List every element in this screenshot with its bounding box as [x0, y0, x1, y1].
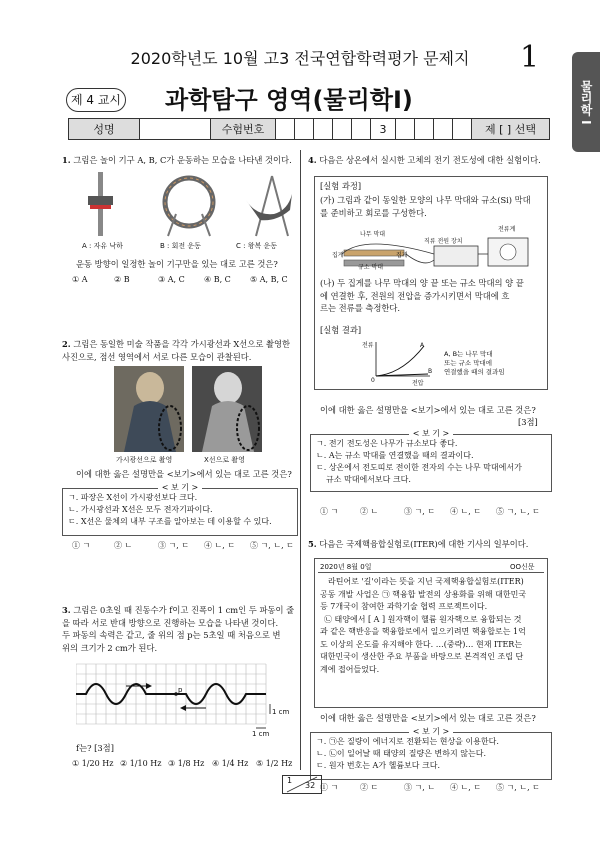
name-field[interactable]	[140, 119, 211, 139]
q4-choice[interactable]: ① ㄱ	[320, 507, 339, 516]
q3-question: f는? [3점]	[76, 743, 114, 753]
q3-point-p: p	[178, 686, 183, 694]
q1-stem: 1. 그림은 놀이 기구 A, B, C가 운동하는 모습을 나타낸 것이다.	[62, 155, 292, 165]
q5-bogi-item: ㄱ. ㉠은 질량이 에너지로 전환되는 현상을 이용한다.	[316, 737, 499, 746]
q3-scale-horizontal: 1 cm	[252, 730, 270, 738]
q2-choice[interactable]: ⑤ ㄱ, ㄴ, ㄷ	[250, 541, 294, 550]
q5-question: 이에 대한 옳은 설명만을 <보기>에서 있는 대로 고른 것은?	[320, 713, 536, 723]
q1-caption-c: C : 왕복 운동	[236, 242, 277, 250]
q3-wave-grid	[76, 660, 298, 740]
q1-choice[interactable]: ⑤ A, B, C	[250, 275, 288, 284]
q1-question: 운동 방향이 일정한 놀이 기구만을 있는 대로 고른 것은?	[76, 259, 278, 269]
q1-choice[interactable]: ③ A, C	[158, 275, 185, 284]
q5-stem: 5. 다음은 국제핵융합실험로(ITER)에 대한 기사의 일부이다.	[308, 539, 529, 549]
q3-choice[interactable]: ② 1/10 Hz	[120, 759, 162, 768]
q4-bogi-item: 규소 막대에서보다 크다.	[326, 475, 411, 484]
q2-bogi-item: ㄱ. 파장은 X선이 가시광선보다 크다.	[68, 493, 198, 502]
q4-process-ga: (가) 그림과 같이 동일한 모양의 나무 막대와 규소(Si) 막대 를 준비하고 회로를 구성한다.	[320, 195, 531, 218]
exam-digit-box[interactable]	[295, 119, 314, 139]
q2-artwork-photos	[114, 366, 264, 454]
q4-label-clip: 집게	[332, 252, 344, 259]
q5-article-date: 2020년 8월 0일	[320, 563, 372, 571]
q5-choice[interactable]: ③ ㄱ, ㄴ	[404, 783, 436, 792]
student-info-bar	[68, 118, 550, 140]
q1-choice[interactable]: ① A	[72, 275, 88, 284]
column-divider	[300, 150, 301, 770]
q4-stem: 4. 다음은 상온에서 실시한 고체의 전기 전도성에 대한 실험이다.	[308, 155, 541, 165]
q5-bogi-item: ㄷ. 원자 번호는 A가 헬륨보다 크다.	[316, 761, 441, 770]
q2-bogi-item: ㄴ. 가시광선과 X선은 모두 전자기파이다.	[68, 505, 213, 514]
q4-process-title: [실험 과정]	[320, 181, 362, 191]
q4-graph-curve-b: B	[428, 368, 433, 375]
exam-digit-box[interactable]	[276, 119, 295, 139]
q4-choice[interactable]: ② ㄴ	[360, 507, 379, 516]
q3-choice[interactable]: ④ 1/4 Hz	[212, 759, 249, 768]
period-badge: 제 4 교시	[66, 88, 126, 112]
q2-bogi-item: ㄷ. X선은 물체의 내부 구조를 알아보는 데 이용할 수 있다.	[68, 517, 272, 526]
subject-title: 과학탐구 영역(물리학Ⅰ)	[165, 86, 413, 114]
exam-number-label: 수험번호	[211, 119, 276, 139]
exam-digit-fixed: 3	[371, 119, 396, 139]
exam-digit-box[interactable]	[314, 119, 333, 139]
q2-caption-visible: 가시광선으로 촬영	[116, 456, 173, 464]
q4-label-wood: 나무 막대	[360, 231, 386, 238]
exam-digit-box[interactable]	[396, 119, 415, 139]
page-indicator	[282, 775, 322, 794]
q2-stem: 2. 그림은 동일한 미술 작품을 각각 가시광선과 X선으로 촬영한 사진으로, 점선 영역에서 서로 다른 모습이 관찰된다.	[62, 339, 291, 362]
q5-bogi-box: < 보 기 > ㄱ. ㉠은 질량이 에너지로 전환되는 현상을 이용한다. ㄴ. ㉡이 일어날 때 태양의 질량은 변하지 않는다. ㄷ. 원자 번호는 A가 헬륨보다 크다.	[310, 732, 552, 780]
q4-result-title: [실험 결과]	[320, 325, 362, 335]
page-current: 1	[287, 776, 293, 785]
q4-label-power: 직류 전원 장치	[424, 238, 463, 245]
q4-result-note: A, B는 나무 막대 또는 규소 막대에 연결했을 때의 결과임	[444, 350, 505, 376]
q2-choice[interactable]: ③ ㄱ, ㄷ	[158, 541, 190, 550]
q4-graph-curve-a: A	[420, 342, 425, 349]
q1-caption-a: A : 자유 낙하	[82, 242, 123, 250]
q3-scale-vertical: 1 cm	[272, 708, 290, 716]
q4-bogi-item: ㄱ. 전기 전도성은 나무가 규소보다 좋다.	[316, 439, 458, 448]
q5-choice[interactable]: ⑤ ㄱ, ㄴ, ㄷ	[496, 783, 540, 792]
q4-bogi-box: < 보 기 > ㄱ. 전기 전도성은 나무가 규소보다 좋다. ㄴ. A는 규소 막대를 연결했을 때의 결과이다. ㄷ. 상온에서 전도띠로 전이한 전자의 수는 나무 막대에서가 규소 막대에서보다 크다.	[310, 434, 552, 492]
choice-selection-label: 제 [ ] 선택	[472, 119, 549, 139]
exam-digit-box[interactable]	[352, 119, 371, 139]
q4-bogi-item: ㄷ. 상온에서 전도띠로 전이한 전자의 수는 나무 막대에서가	[316, 463, 522, 472]
exam-title: 2020학년도 10월 고3 전국연합학력평가 문제지	[130, 49, 470, 68]
q4-graph-xlabel: 전압	[412, 380, 424, 387]
q4-points: [3점]	[518, 417, 538, 427]
name-label: 성명	[69, 119, 140, 139]
q5-article-body: 라틴어로 '길'이라는 뜻을 지닌 국제핵융합실험로(ITER) 공동 개발 사업은 ㉠ 핵융합 발전의 상용화를 위해 대한민국 등 7개국이 참여한 과학기술 협력 프로젝트이다. ㉡ 태양에서 [ A ] 원자핵이 헬륨 원자핵으로 융합되는 것 과 같은 핵반응을 핵융합로에서 일으키려면 핵융합로는 1억 도 이상의 온도를 유지해야 한다. …(중략)… 현재 ITER는 대한민국이 생산한 주요 부품을 바탕으로 본격적인 조립 단 계에 접어들었다.	[320, 577, 527, 674]
q1-choice[interactable]: ④ B, C	[204, 275, 231, 284]
q4-choice[interactable]: ⑤ ㄱ, ㄴ, ㄷ	[496, 507, 540, 516]
q3-choice[interactable]: ③ 1/8 Hz	[168, 759, 205, 768]
exam-digit-box[interactable]	[333, 119, 352, 139]
q4-graph-ylabel: 전류	[362, 342, 374, 349]
q5-article-rule	[318, 572, 544, 573]
q4-graph-origin: 0	[371, 377, 375, 384]
exam-digit-box[interactable]	[453, 119, 472, 139]
q3-choice[interactable]: ⑤ 1/2 Hz	[256, 759, 293, 768]
q2-question: 이에 대한 옳은 설명만을 <보기>에서 있는 대로 고른 것은?	[76, 469, 292, 479]
q4-bogi-item: ㄴ. A는 규소 막대를 연결했을 때의 결과이다.	[316, 451, 474, 460]
subject-side-tab: 물리학 I	[572, 52, 600, 152]
page-total: 32	[305, 781, 316, 790]
q3-choice[interactable]: ① 1/20 Hz	[72, 759, 114, 768]
q5-choice[interactable]: ① ㄱ	[320, 783, 339, 792]
page-number: 1	[520, 40, 540, 75]
q4-process-na: (나) 두 집게를 나무 막대의 양 끝 또는 규소 막대의 양 끝 에 연결한 후, 전원의 전압을 증가시키면서 막대에 흐 르는 전류를 측정한다.	[320, 278, 524, 313]
q2-bogi-box: < 보 기 > ㄱ. 파장은 X선이 가시광선보다 크다. ㄴ. 가시광선과 X선은 모두 전자기파이다. ㄷ. X선은 물체의 내부 구조를 알아보는 데 이용할 수 있다.	[62, 488, 298, 536]
q2-choice[interactable]: ④ ㄴ, ㄷ	[204, 541, 236, 550]
q2-caption-xray: X선으로 촬영	[204, 456, 245, 464]
q4-choice[interactable]: ④ ㄴ, ㄷ	[450, 507, 482, 516]
q1-choice[interactable]: ② B	[114, 275, 130, 284]
q4-label-ammeter: 전류계	[498, 226, 516, 233]
q5-choice[interactable]: ② ㄷ	[360, 783, 379, 792]
q4-label-clip: 집게	[396, 252, 408, 259]
q2-choice[interactable]: ② ㄴ	[114, 541, 133, 550]
exam-digit-box[interactable]	[434, 119, 453, 139]
q4-label-si: 규소 막대	[358, 264, 384, 271]
q4-question: 이에 대한 옳은 설명만을 <보기>에서 있는 대로 고른 것은?	[320, 405, 536, 415]
q1-caption-b: B : 회전 운동	[160, 242, 201, 250]
q5-choice[interactable]: ④ ㄴ, ㄷ	[450, 783, 482, 792]
q5-article-paper: OO신문	[510, 563, 535, 571]
q5-bogi-item: ㄴ. ㉡이 일어날 때 태양의 질량은 변하지 않는다.	[316, 749, 486, 758]
q1-ride-illustrations	[76, 170, 296, 240]
q2-choice[interactable]: ① ㄱ	[72, 541, 91, 550]
exam-digit-box[interactable]	[415, 119, 434, 139]
q4-choice[interactable]: ③ ㄱ, ㄷ	[404, 507, 436, 516]
q3-stem: 3. 그림은 0초일 때 진동수가 f이고 진폭이 1 cm인 두 파동이 줄 을 따라 서로 반대 방향으로 진행하는 모습을 나타낸 것이다. 두 파동의 속력은 같고, 줄 위의 점 p는 5초일 때 처음으로 변 위의 크기가 2 cm가 된다.	[62, 605, 295, 653]
